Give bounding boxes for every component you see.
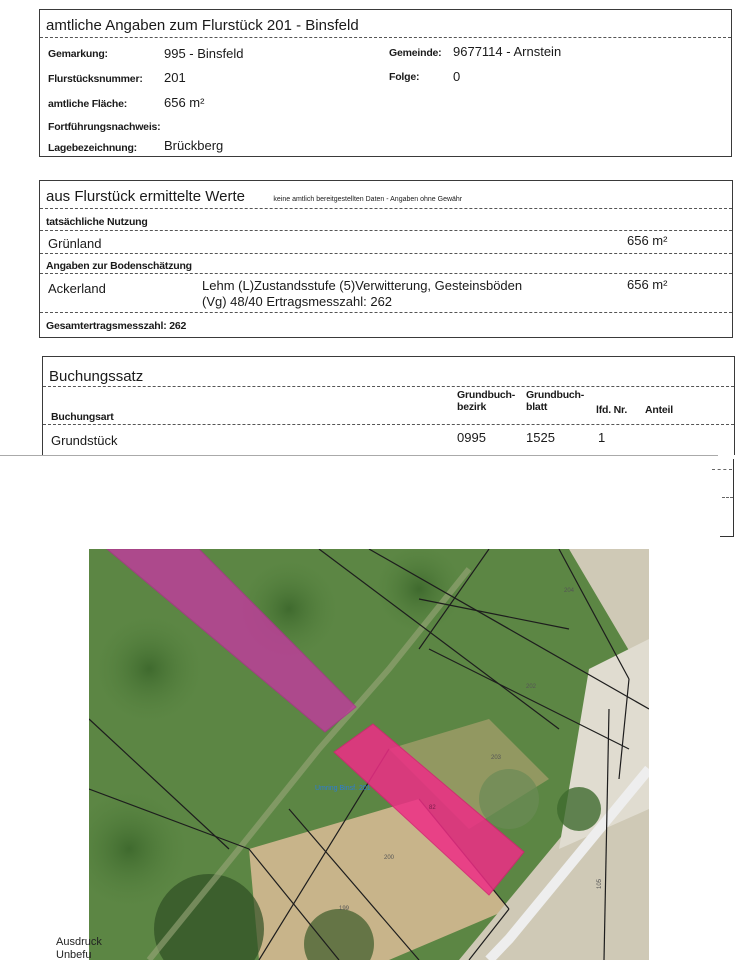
footer-line1: Ausdruck (56, 936, 102, 948)
parcel-number: 82 (429, 805, 436, 811)
bush (479, 769, 539, 829)
derived-values-disclaimer: keine amtlich bereitgestellten Daten - Angaben ohne Gewähr (273, 196, 463, 203)
buchungssatz-title: Buchungssatz (49, 368, 144, 385)
scan-dash-2 (722, 497, 733, 498)
gemarkung-label: Gemarkung: (48, 48, 108, 60)
nutzung-area: 656 m² (627, 233, 668, 248)
folge-label: Folge: (389, 71, 420, 83)
scan-edge-right (733, 459, 734, 537)
parcel-number: 203 (491, 755, 502, 761)
parcel-number: 200 (384, 855, 395, 861)
scan-edge-bottom (720, 536, 734, 537)
gemeinde-label: Gemeinde: (389, 47, 442, 59)
row-grundbuchbezirk: 0995 (457, 430, 486, 445)
nutzung-header: tatsächliche Nutzung (46, 216, 148, 228)
boden-area: 656 m² (627, 277, 668, 292)
aerial-parcel-map (89, 549, 649, 960)
row-buchungsart: Grundstück (51, 433, 118, 448)
bush (557, 787, 601, 831)
fortfuehrung-label: Fortführungsnachweis: (48, 121, 161, 133)
buchungssatz-box (42, 356, 735, 455)
col-lfd-nr: lfd. Nr. (596, 404, 628, 416)
col-buchungsart: Buchungsart (51, 411, 114, 423)
derived-values-box (39, 180, 733, 338)
aerial-map-graphic (89, 549, 649, 960)
footer-line2: Unbefu (56, 949, 92, 961)
scan-dash-1 (712, 469, 732, 470)
col-anteil: Anteil (645, 404, 673, 416)
lage-value: Brückberg (164, 138, 224, 153)
col-grundbuchbezirk: Grundbuch- bezirk (457, 389, 516, 413)
flurstuecksnummer-value: 201 (164, 70, 186, 85)
boden-header: Angaben zur Bodenschätzung (46, 260, 192, 272)
map-center-label: Umring Binsf. 201 (315, 785, 371, 792)
gesamt-ertragsmesszahl: Gesamtertragsmesszahl: 262 (46, 320, 187, 332)
derived-values-title: aus Flurstück ermittelte Werte (46, 188, 245, 205)
gemeinde-value: 9677114 - Arnstein (453, 44, 562, 59)
bush (94, 614, 204, 724)
folge-value: 0 (453, 69, 461, 84)
scan-fold-line (0, 455, 718, 456)
parcel-number: 202 (526, 684, 537, 690)
row-lfd-nr: 1 (598, 430, 606, 445)
flaeche-label: amtliche Fläche: (48, 98, 128, 110)
lage-label: Lagebezeichnung: (48, 142, 137, 154)
parcel-official-info-title: amtliche Angaben zum Flurstück 201 - Binsfeld (40, 10, 731, 38)
col-grundbuchblatt: Grundbuch- blatt (526, 389, 585, 413)
row-grundbuchblatt: 1525 (526, 430, 555, 445)
parcel-number: 105 (597, 878, 603, 889)
parcel-number: 199 (339, 906, 350, 912)
parcel-official-info-box (39, 9, 732, 157)
parcel-number: 204 (564, 588, 575, 594)
boden-type: Ackerland (48, 281, 106, 296)
nutzung-value: Grünland (48, 236, 102, 251)
gemarkung-value: 995 - Binsfeld (164, 46, 244, 61)
flaeche-value: 656 m² (164, 95, 205, 110)
flurstuecksnummer-label: Flurstücksnummer: (48, 73, 143, 85)
boden-desc-line1: Lehm (L)Zustandsstufe (5)Verwitterung, Gesteinsböden (202, 278, 523, 293)
boden-desc-line2: (Vg) 48/40 Ertragsmesszahl: 262 (202, 294, 393, 309)
